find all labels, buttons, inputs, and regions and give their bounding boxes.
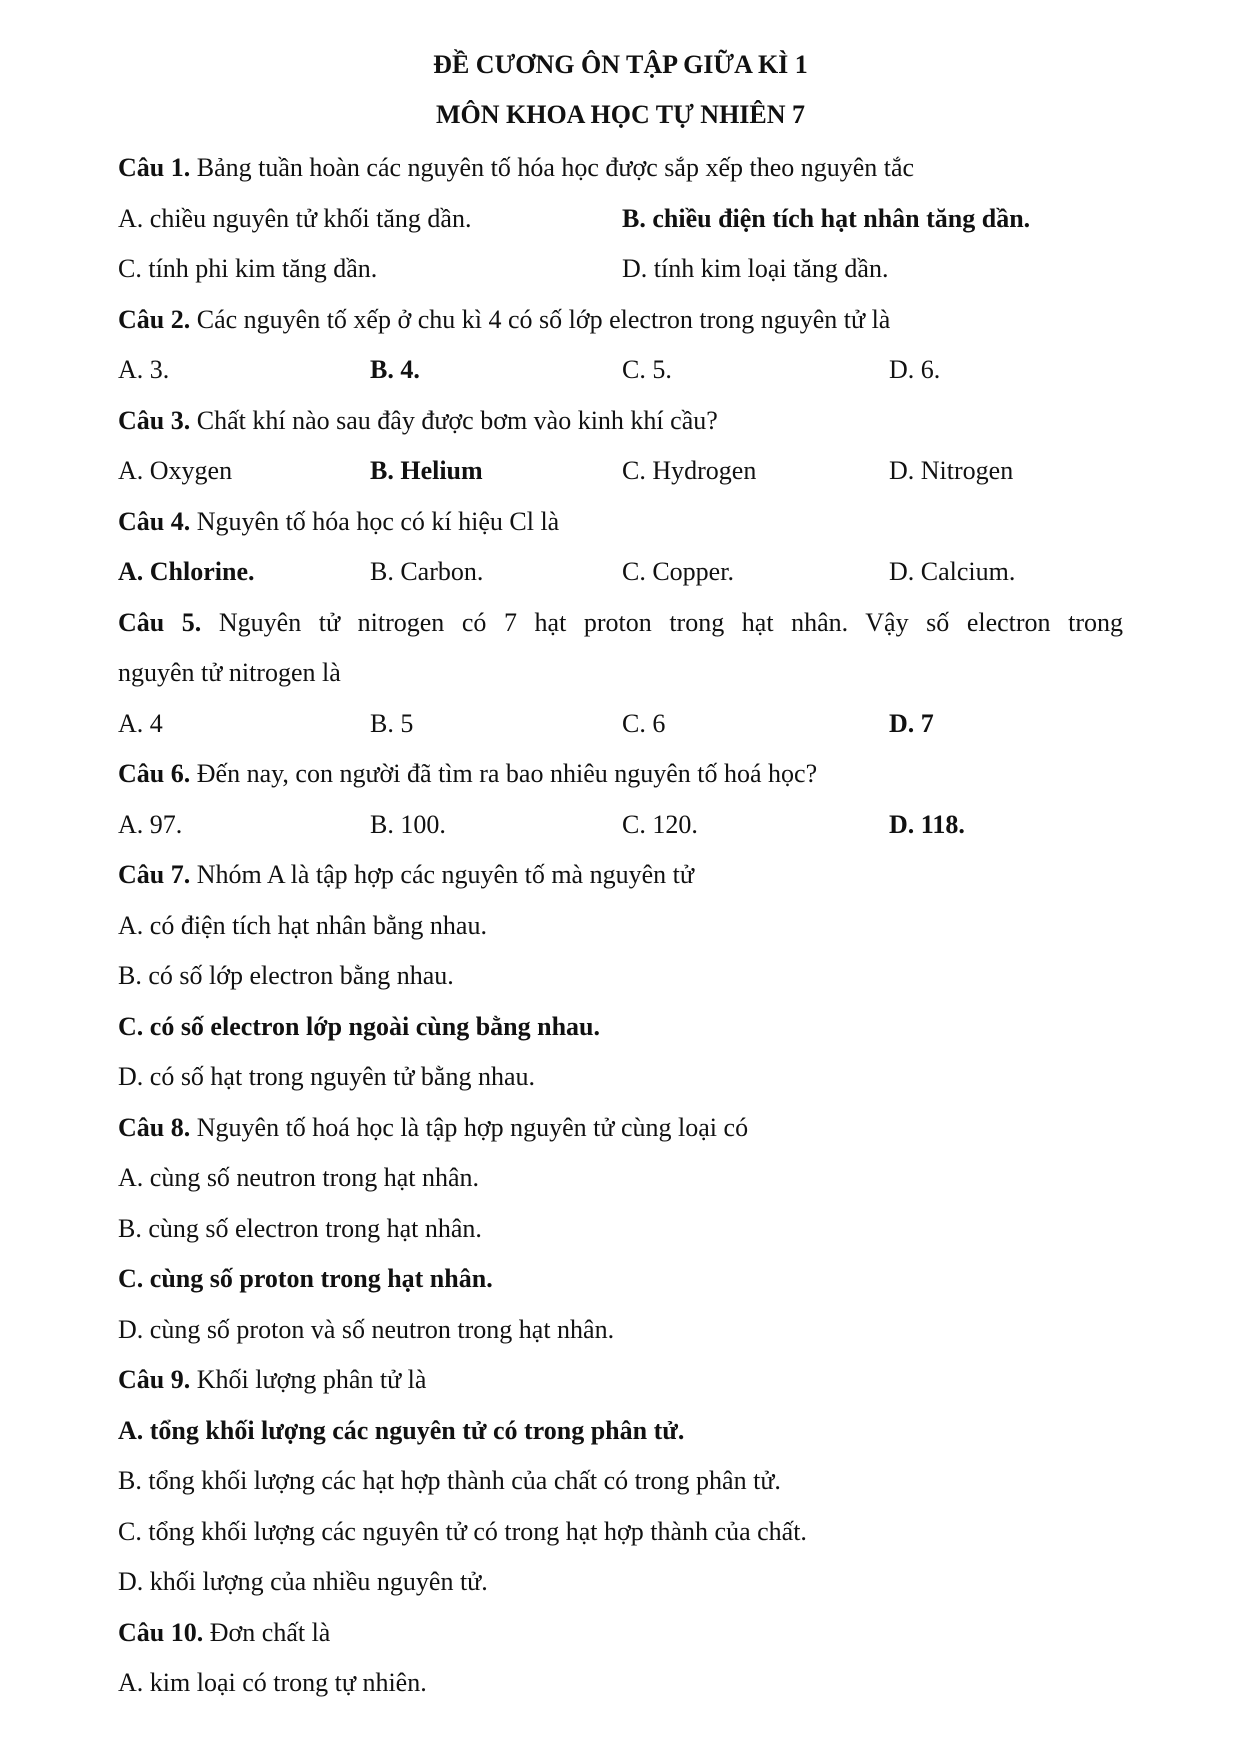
option-d: D. 6. [889, 355, 941, 384]
question-text: Đơn chất là [209, 1617, 331, 1647]
question-5-continued [118, 648, 1123, 699]
question-6 [118, 749, 1123, 800]
option-c: C. 6 [622, 708, 666, 738]
question-label: Câu 1. [118, 153, 191, 182]
options-row [118, 446, 1123, 497]
question-label: Câu 2. [118, 304, 191, 334]
options-row [118, 244, 1123, 295]
option-c: C. Hydrogen [622, 456, 757, 485]
option-b-answer: B. chiều điện tích hạt nhân tăng dần. [622, 203, 1031, 233]
option-c: C. Copper. [622, 557, 734, 586]
question-label: Câu 8. [118, 1112, 191, 1142]
option-d-answer: D. 7 [889, 708, 934, 738]
question-label: Câu 9. [118, 1365, 191, 1394]
option-a: A. 97. [118, 809, 183, 839]
document-title: ĐỀ CƯƠNG ÔN TẬP GIỮA KÌ 1 [433, 50, 808, 79]
options-row [118, 345, 1123, 396]
question-text: Các nguyên tố xếp ở chu kì 4 có số lớp electron trong nguyên tử là [196, 304, 891, 334]
question-text: Chất khí nào sau đây được bơm vào kinh khí cầu? [196, 405, 718, 435]
option-d: D. Calcium. [889, 557, 1016, 586]
option-a: A. Oxygen [118, 456, 233, 485]
option-b: B. 100. [370, 809, 446, 839]
option-c-answer: C. có số electron lớp ngoài cùng bằng nhau. [118, 1011, 600, 1041]
question-5 [118, 598, 1123, 649]
option-b: B. tổng khối lượng các hạt hợp thành của chất có trong phân tử. [118, 1466, 781, 1495]
option-c: C. 5. [622, 355, 672, 384]
option-b: B. cùng số electron trong hạt nhân. [118, 1213, 482, 1243]
option-b: B. 5 [370, 708, 414, 738]
option-b: B. có số lớp electron bằng nhau. [118, 961, 454, 990]
question-7 [118, 850, 1123, 901]
question-text: Khối lượng phân tử là [196, 1365, 427, 1394]
document-subtitle: MÔN KHOA HỌC TỰ NHIÊN 7 [435, 100, 806, 129]
document-page [118, 40, 1123, 1709]
option-c-answer: C. cùng số proton trong hạt nhân. [118, 1264, 493, 1293]
question-10 [118, 1608, 1123, 1659]
option-d: D. khối lượng của nhiều nguyên tử. [118, 1567, 488, 1596]
question-1 [118, 143, 1123, 194]
option-a: A. cùng số neutron trong hạt nhân. [118, 1163, 480, 1192]
options-row [118, 194, 1123, 245]
option-d: D. cùng số proton và số neutron trong hạt nhân. [118, 1314, 615, 1344]
question-label: Câu 3. [118, 405, 191, 435]
options-row [118, 699, 1123, 750]
question-text: nguyên tử nitrogen là [118, 658, 341, 687]
option-d: D. Nitrogen [889, 456, 1014, 485]
options-row [118, 800, 1123, 851]
question-label: Câu 7. [118, 860, 191, 889]
question-text: Nguyên tố hoá học là tập hợp nguyên tử cùng loại có [196, 1112, 749, 1142]
question-text: Nhóm A là tập hợp các nguyên tố mà nguyên tử [196, 860, 694, 889]
option-a-answer: A. Chlorine. [118, 557, 255, 586]
question-text: Đến nay, con người đã tìm ra bao nhiêu nguyên tố hoá học? [196, 759, 818, 788]
question-3 [118, 396, 1123, 447]
option-b-answer: B. 4. [370, 355, 420, 384]
option-d: D. có số hạt trong nguyên tử bằng nhau. [118, 1062, 536, 1091]
option-c: C. 120. [622, 809, 698, 839]
option-b-answer: B. Helium [370, 456, 483, 485]
option-a: A. chiều nguyên tử khối tăng dần. [118, 203, 472, 233]
question-label: Câu 4. [118, 506, 191, 536]
option-a: A. kim loại có trong tự nhiên. [118, 1668, 427, 1697]
question-4 [118, 497, 1123, 548]
option-c: C. tổng khối lượng các nguyên tử có trong hạt hợp thành của chất. [118, 1516, 807, 1546]
question-label: Câu 10. [118, 1617, 204, 1647]
option-a: A. 3. [118, 355, 170, 384]
option-d-answer: D. 118. [889, 809, 965, 839]
option-a-answer: A. tổng khối lượng các nguyên tử có trong phân tử. [118, 1415, 685, 1445]
question-text: Nguyên tố hóa học có kí hiệu Cl là [196, 506, 560, 536]
option-b: B. Carbon. [370, 557, 484, 586]
option-c: C. tính phi kim tăng dần. [118, 254, 378, 283]
question-9 [118, 1355, 1123, 1406]
option-a: A. có điện tích hạt nhân bằng nhau. [118, 910, 487, 940]
question-label: Câu 6. [118, 759, 191, 788]
options-row [118, 547, 1123, 598]
option-a: A. 4 [118, 708, 163, 738]
question-label: Câu 5. [118, 607, 202, 637]
question-8 [118, 1103, 1123, 1154]
question-2 [118, 295, 1123, 346]
question-text: Bảng tuần hoàn các nguyên tố hóa học được sắp xếp theo nguyên tắc [196, 153, 915, 182]
question-text: Nguyên tử nitrogen có 7 hạt proton trong hạt nhân. Vậy số electron trong [218, 607, 1123, 637]
option-d: D. tính kim loại tăng dần. [622, 254, 889, 283]
